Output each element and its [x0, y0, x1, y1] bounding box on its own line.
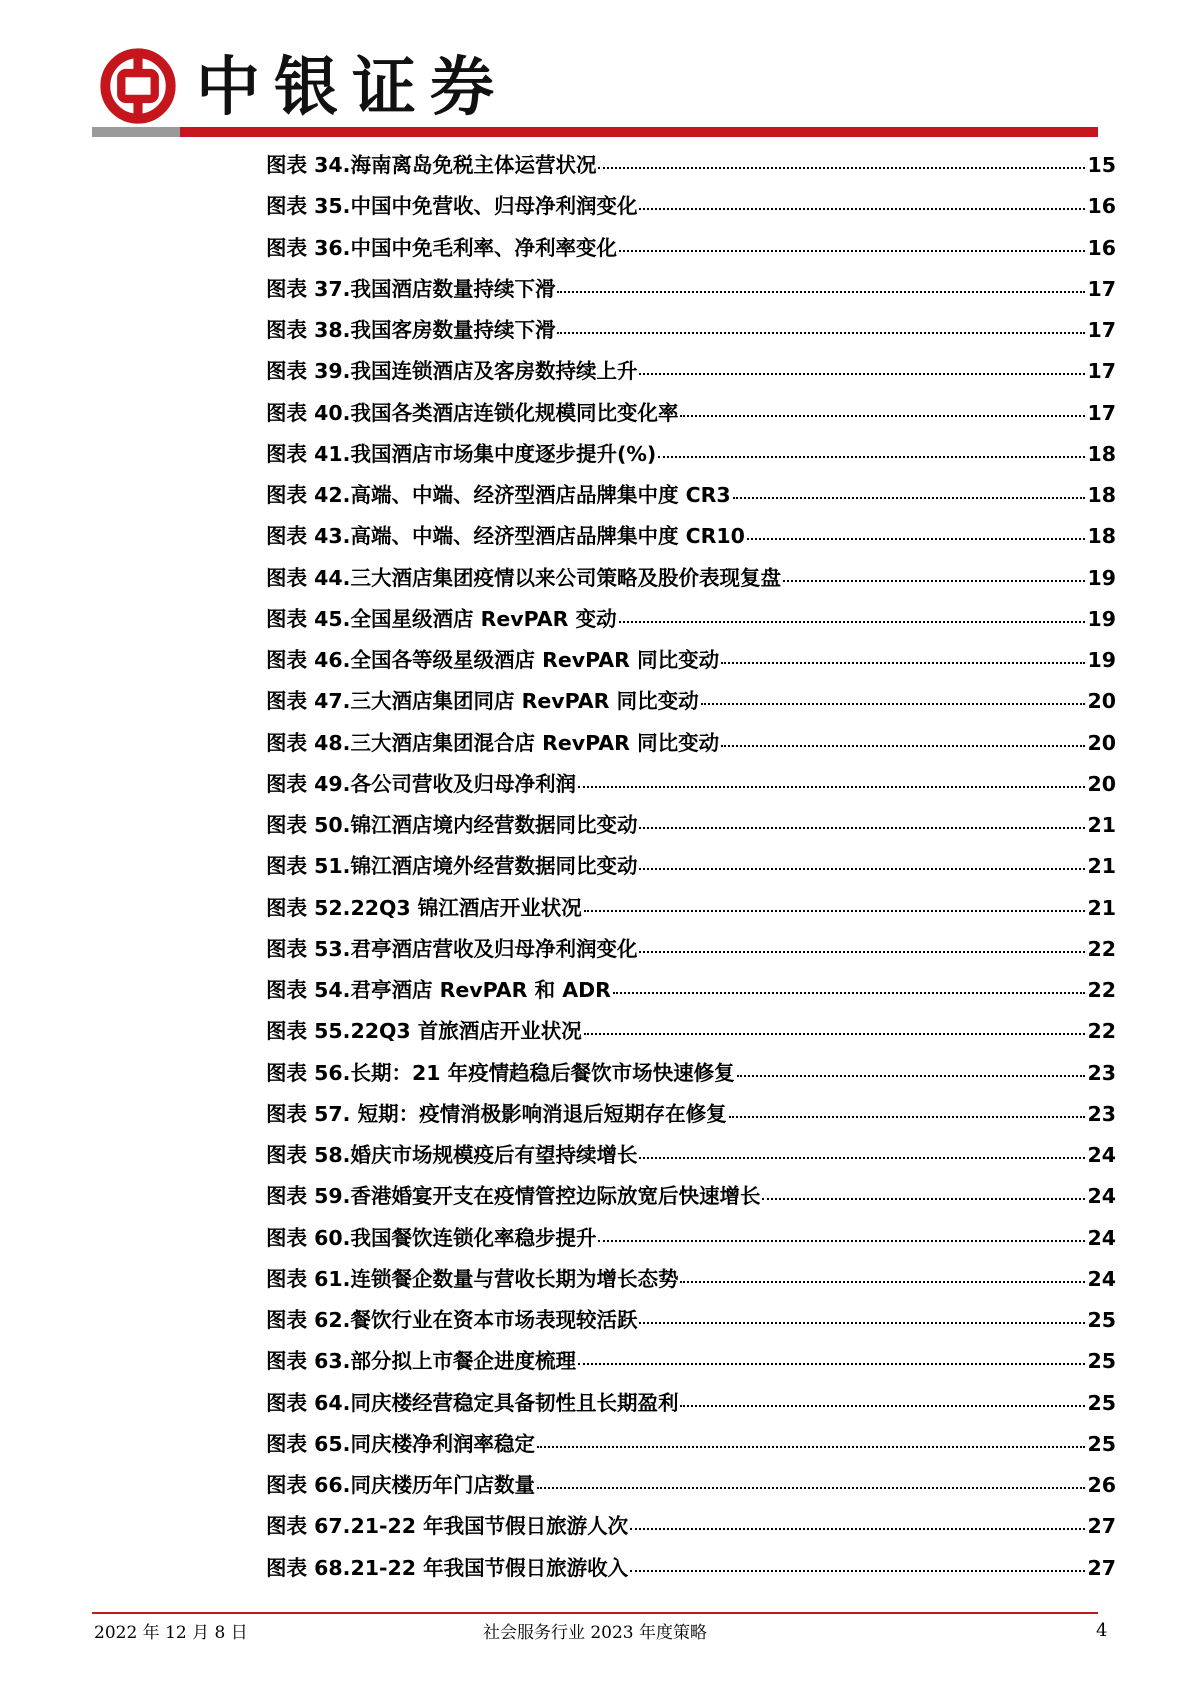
toc-dot-leader	[630, 1570, 1085, 1572]
table-of-figures	[266, 145, 1116, 1589]
toc-entry-page: 19	[1087, 606, 1116, 631]
toc-dot-leader	[762, 1198, 1085, 1200]
toc-entry-title: 图表 43.高端、中端、经济型酒店品牌集中度 CR10	[266, 524, 745, 549]
toc-entry-page: 18	[1087, 441, 1116, 466]
toc-entry-page: 17	[1087, 359, 1116, 384]
toc-entry-title: 图表 40.我国各类酒店连锁化规模同比变化率	[266, 400, 679, 425]
toc-dot-leader	[557, 332, 1085, 334]
toc-dot-leader	[658, 456, 1085, 458]
toc-entry-title: 图表 67.21-22 年我国节假日旅游人次	[266, 1514, 629, 1539]
toc-entry[interactable]	[266, 846, 1116, 887]
toc-entry-page: 23	[1087, 1101, 1116, 1126]
toc-dot-leader	[578, 1363, 1086, 1365]
toc-entry-page: 25	[1087, 1349, 1116, 1374]
toc-entry[interactable]	[266, 681, 1116, 722]
toc-entry-page: 18	[1087, 524, 1116, 549]
toc-entry[interactable]	[266, 145, 1116, 186]
toc-entry-title: 图表 68.21-22 年我国节假日旅游收入	[266, 1555, 629, 1580]
page-number: 4	[1096, 1620, 1108, 1641]
toc-dot-leader	[598, 1240, 1085, 1242]
toc-entry-page: 20	[1087, 730, 1116, 755]
bank-of-china-logo-icon	[100, 48, 176, 124]
toc-dot-leader	[747, 538, 1086, 540]
toc-entry-page: 17	[1087, 276, 1116, 301]
toc-entry[interactable]	[266, 723, 1116, 764]
toc-entry[interactable]	[266, 888, 1116, 929]
toc-entry[interactable]	[266, 1465, 1116, 1506]
toc-entry[interactable]	[266, 558, 1116, 599]
toc-entry-title: 图表 53.君亭酒店营收及归母净利润变化	[266, 936, 638, 961]
toc-entry-page: 25	[1087, 1308, 1116, 1332]
toc-dot-leader	[639, 208, 1085, 210]
footer-date: 2022 年 12 月 8 日	[94, 1623, 248, 1643]
toc-entry-title: 图表 44.三大酒店集团疫情以来公司策略及股价表现复盘	[266, 565, 781, 590]
toc-dot-leader	[639, 868, 1085, 870]
toc-entry[interactable]	[266, 1259, 1116, 1300]
toc-dot-leader	[639, 1157, 1085, 1159]
toc-entry-title: 图表 58.婚庆市场规模疫后有望持续增长	[266, 1143, 638, 1167]
toc-entry-title: 图表 57. 短期：疫情消极影响消退后短期存在修复	[266, 1101, 727, 1126]
toc-entry[interactable]	[266, 1383, 1116, 1424]
toc-dot-leader	[584, 910, 1086, 912]
toc-dot-leader	[721, 745, 1085, 747]
toc-entry[interactable]	[266, 228, 1116, 269]
toc-entry[interactable]	[266, 1053, 1116, 1094]
toc-entry[interactable]	[266, 1548, 1116, 1589]
toc-dot-leader	[721, 662, 1085, 664]
toc-entry[interactable]	[266, 970, 1116, 1011]
toc-entry-title: 图表 51.锦江酒店境外经营数据同比变动	[266, 854, 638, 879]
toc-entry-page: 24	[1087, 1184, 1116, 1209]
page-header	[0, 0, 1190, 140]
toc-dot-leader	[680, 1405, 1085, 1407]
toc-entry-page: 21	[1087, 813, 1116, 837]
toc-entry-title: 图表 50.锦江酒店境内经营数据同比变动	[266, 813, 638, 837]
toc-dot-leader	[639, 373, 1085, 375]
brand-name: 中银证券	[196, 51, 508, 125]
toc-entry-title: 图表 37.我国酒店数量持续下滑	[266, 276, 556, 301]
toc-dot-leader	[584, 1033, 1086, 1035]
toc-entry[interactable]	[266, 1094, 1116, 1135]
toc-entry[interactable]	[266, 1218, 1116, 1259]
toc-entry[interactable]	[266, 764, 1116, 805]
toc-entry-title: 图表 47.三大酒店集团同店 RevPAR 同比变动	[266, 689, 699, 714]
toc-dot-leader	[630, 1528, 1085, 1530]
toc-dot-leader	[680, 1281, 1085, 1283]
toc-entry-page: 20	[1087, 771, 1116, 796]
toc-dot-leader	[639, 1322, 1085, 1324]
toc-entry-title: 图表 60.我国餐饮连锁化率稳步提升	[266, 1225, 597, 1250]
toc-entry[interactable]	[266, 1300, 1116, 1341]
toc-entry-title: 图表 62.餐饮行业在资本市场表现较活跃	[266, 1308, 638, 1332]
toc-entry-page: 25	[1087, 1431, 1116, 1456]
toc-dot-leader	[613, 992, 1086, 994]
toc-entry-title: 图表 63.部分拟上市餐企进度梳理	[266, 1349, 576, 1374]
toc-entry-title: 图表 64.同庆楼经营稳定具备韧性且长期盈利	[266, 1390, 679, 1415]
toc-entry[interactable]	[266, 929, 1116, 970]
toc-entry[interactable]	[266, 1341, 1116, 1382]
toc-entry-title: 图表 34.海南离岛免税主体运营状况	[266, 153, 597, 177]
toc-entry-title: 图表 36.中国中免毛利率、净利率变化	[266, 235, 617, 260]
toc-entry-title: 图表 41.我国酒店市场集中度逐步提升(%)	[266, 441, 657, 466]
toc-entry-page: 21	[1087, 854, 1116, 879]
toc-entry-title: 图表 54.君亭酒店 RevPAR 和 ADR	[266, 978, 611, 1002]
toc-entry-page: 22	[1087, 978, 1116, 1002]
footer-report-title: 社会服务行业 2023 年度策略	[482, 1623, 708, 1643]
footer-divider	[92, 1612, 1098, 1614]
toc-dot-leader	[598, 167, 1085, 169]
toc-entry-page: 23	[1087, 1060, 1116, 1085]
toc-dot-leader	[639, 951, 1085, 953]
toc-entry-page: 22	[1087, 936, 1116, 961]
toc-entry-title: 图表 46.全国各等级星级酒店 RevPAR 同比变动	[266, 648, 720, 672]
toc-entry-title: 图表 39.我国连锁酒店及客房数持续上升	[266, 359, 638, 384]
toc-entry-title: 图表 38.我国客房数量持续下滑	[266, 318, 556, 342]
toc-entry-title: 图表 65.同庆楼净利润率稳定	[266, 1431, 535, 1456]
toc-dot-leader	[701, 703, 1086, 705]
toc-entry-page: 18	[1087, 483, 1116, 507]
toc-entry[interactable]	[266, 805, 1116, 846]
toc-entry-page: 19	[1087, 565, 1116, 590]
toc-entry-title: 图表 59.香港婚宴开支在疫情管控边际放宽后快速增长	[266, 1184, 761, 1209]
header-divider-gray	[92, 127, 180, 137]
toc-entry-title: 图表 66.同庆楼历年门店数量	[266, 1473, 535, 1497]
toc-dot-leader	[729, 1116, 1086, 1118]
toc-dot-leader	[680, 415, 1085, 417]
toc-entry-title: 图表 56.长期：21 年疫情趋稳后餐饮市场快速修复	[266, 1060, 735, 1085]
toc-entry-page: 26	[1087, 1473, 1116, 1497]
header-divider-red	[180, 127, 1098, 137]
toc-entry-page: 24	[1087, 1225, 1116, 1250]
toc-entry[interactable]	[266, 434, 1116, 475]
toc-entry-page: 25	[1087, 1390, 1116, 1415]
toc-dot-leader	[639, 827, 1085, 829]
toc-entry-title: 图表 45.全国星级酒店 RevPAR 变动	[266, 606, 617, 631]
toc-dot-leader	[537, 1446, 1086, 1448]
toc-entry[interactable]	[266, 640, 1116, 681]
toc-dot-leader	[783, 580, 1086, 582]
toc-entry-title: 图表 55.22Q3 首旅酒店开业状况	[266, 1019, 582, 1044]
toc-entry[interactable]	[266, 475, 1116, 516]
toc-entry-title: 图表 35.中国中免营收、归母净利润变化	[266, 194, 638, 219]
toc-entry[interactable]	[266, 1506, 1116, 1547]
toc-entry-page: 16	[1087, 235, 1116, 260]
toc-entry-title: 图表 49.各公司营收及归母净利润	[266, 771, 576, 796]
toc-entry-page: 17	[1087, 400, 1116, 425]
toc-entry-title: 图表 42.高端、中端、经济型酒店品牌集中度 CR3	[266, 483, 731, 507]
toc-entry-page: 20	[1087, 689, 1116, 714]
toc-entry-page: 27	[1087, 1555, 1116, 1580]
toc-entry[interactable]	[266, 393, 1116, 434]
toc-entry[interactable]	[266, 1176, 1116, 1217]
toc-entry-title: 图表 48.三大酒店集团混合店 RevPAR 同比变动	[266, 730, 720, 755]
toc-entry[interactable]	[266, 269, 1116, 310]
toc-entry-page: 16	[1087, 194, 1116, 219]
toc-entry-page: 22	[1087, 1019, 1116, 1044]
toc-entry-page: 21	[1087, 895, 1116, 920]
toc-dot-leader	[578, 786, 1086, 788]
toc-entry-page: 24	[1087, 1143, 1116, 1167]
toc-entry[interactable]	[266, 351, 1116, 392]
toc-entry[interactable]	[266, 1135, 1116, 1176]
toc-entry-title: 图表 52.22Q3 锦江酒店开业状况	[266, 895, 582, 920]
toc-entry[interactable]	[266, 186, 1116, 227]
toc-dot-leader	[537, 1487, 1086, 1489]
toc-dot-leader	[619, 250, 1086, 252]
toc-entry[interactable]	[266, 1011, 1116, 1052]
toc-dot-leader	[557, 291, 1085, 293]
toc-entry-page: 15	[1087, 153, 1116, 177]
toc-dot-leader	[737, 1075, 1086, 1077]
toc-dot-leader	[619, 621, 1086, 623]
toc-entry-page: 24	[1087, 1266, 1116, 1291]
toc-entry[interactable]	[266, 1424, 1116, 1465]
toc-entry-page: 19	[1087, 648, 1116, 672]
toc-entry[interactable]	[266, 516, 1116, 557]
toc-entry[interactable]	[266, 310, 1116, 351]
toc-entry[interactable]	[266, 599, 1116, 640]
toc-dot-leader	[733, 497, 1086, 499]
toc-entry-title: 图表 61.连锁餐企数量与营收长期为增长态势	[266, 1266, 679, 1291]
toc-entry-page: 17	[1087, 318, 1116, 342]
toc-entry-page: 27	[1087, 1514, 1116, 1539]
